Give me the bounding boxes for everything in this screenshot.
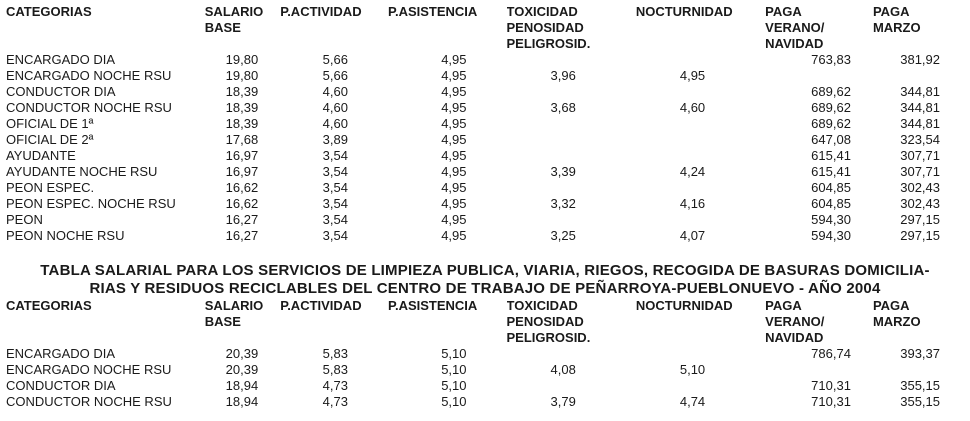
table-row <box>0 212 970 228</box>
cell-paga-verano: 615,41 <box>811 164 851 179</box>
cell-toxicidad: 3,68 <box>550 100 576 115</box>
cell-salario-base: 16,62 <box>225 180 259 195</box>
cell-nocturnidad <box>636 212 765 228</box>
cell-p-actividad: 3,54 <box>322 180 348 195</box>
header-line: NOCTURNIDAD <box>635 298 733 313</box>
header-line: BASE <box>204 314 241 329</box>
cell-p-actividad: 3,54 <box>322 228 348 243</box>
table-row <box>0 164 970 180</box>
cell-p-asistencia: 4,95 <box>441 148 467 163</box>
cell-toxicidad: 3,32 <box>550 196 576 211</box>
cell-toxicidad <box>507 148 636 164</box>
cell-p-actividad: 5,83 <box>322 346 348 361</box>
cell-nocturnidad <box>636 346 765 362</box>
cell-paga-verano: 647,08 <box>811 132 851 147</box>
cell-nocturnidad <box>636 132 765 148</box>
header-toxicidad <box>507 4 636 52</box>
cell-paga-verano: 594,30 <box>811 228 851 243</box>
header-line: MARZO <box>872 314 921 329</box>
cell-p-asistencia: 4,95 <box>441 164 467 179</box>
cell-paga-verano: 689,62 <box>811 100 851 115</box>
table-row <box>0 132 970 148</box>
header-line: VERANO/ <box>765 20 825 35</box>
cell-paga-verano: 594,30 <box>811 212 851 227</box>
cell-paga-marzo: 302,43 <box>900 196 940 211</box>
cell-categoria: CONDUCTOR NOCHE RSU <box>6 394 172 409</box>
cell-nocturnidad <box>636 84 765 100</box>
cell-categoria: AYUDANTE NOCHE RSU <box>6 164 158 179</box>
cell-paga-marzo <box>873 68 970 84</box>
header-categorias <box>0 298 205 346</box>
cell-paga-marzo: 355,15 <box>900 378 940 393</box>
cell-salario-base: 16,97 <box>225 148 259 163</box>
table-row <box>0 196 970 212</box>
header-line: P.ACTIVIDAD <box>280 4 362 19</box>
header-line: PAGA <box>872 4 910 19</box>
header-p-actividad <box>280 4 388 52</box>
cell-categoria: PEON ESPEC. <box>6 180 95 195</box>
cell-nocturnidad: 4,60 <box>679 100 706 115</box>
cell-categoria: PEON <box>6 212 43 227</box>
cell-salario-base: 16,62 <box>225 196 259 211</box>
header-line: P.ASISTENCIA <box>387 298 478 313</box>
cell-toxicidad <box>507 180 636 196</box>
cell-p-asistencia: 4,95 <box>441 100 467 115</box>
cell-toxicidad <box>507 378 636 394</box>
cell-p-actividad: 5,83 <box>322 362 348 377</box>
cell-p-actividad: 5,66 <box>322 68 348 83</box>
cell-p-actividad: 5,66 <box>322 52 348 67</box>
cell-salario-base: 16,27 <box>225 212 259 227</box>
cell-p-asistencia: 4,95 <box>441 196 467 211</box>
table-row <box>0 148 970 164</box>
cell-p-actividad: 3,89 <box>322 132 348 147</box>
cell-paga-verano: 786,74 <box>811 346 851 361</box>
cell-toxicidad: 3,96 <box>550 68 576 83</box>
cell-categoria: ENCARGADO DIA <box>6 52 116 67</box>
cell-salario-base: 16,27 <box>225 228 259 243</box>
header-line: PAGA <box>872 298 910 313</box>
header-paga-marzo <box>873 4 970 52</box>
cell-paga-marzo: 297,15 <box>900 228 940 243</box>
cell-paga-marzo: 393,37 <box>900 346 940 361</box>
cell-toxicidad <box>507 84 636 100</box>
cell-paga-verano: 710,31 <box>811 378 851 393</box>
cell-paga-marzo: 297,15 <box>900 212 940 227</box>
header-toxicidad <box>507 298 636 346</box>
cell-salario-base: 18,39 <box>225 116 259 131</box>
cell-paga-verano: 604,85 <box>811 196 851 211</box>
cell-nocturnidad <box>636 116 765 132</box>
cell-paga-marzo: 323,54 <box>900 132 940 147</box>
cell-paga-marzo: 302,43 <box>900 180 940 195</box>
cell-toxicidad: 4,08 <box>550 362 576 377</box>
cell-paga-verano <box>765 362 873 378</box>
header-p-asistencia <box>388 298 507 346</box>
cell-nocturnidad: 4,74 <box>679 394 706 409</box>
cell-toxicidad <box>507 132 636 148</box>
cell-p-asistencia: 4,95 <box>441 180 467 195</box>
table-row <box>0 84 970 100</box>
cell-categoria: OFICIAL DE 2ª <box>6 132 94 147</box>
cell-toxicidad: 3,25 <box>550 228 576 243</box>
table-header-row <box>0 298 970 346</box>
cell-paga-verano <box>765 68 873 84</box>
cell-categoria: PEON NOCHE RSU <box>6 228 125 243</box>
cell-paga-marzo <box>873 362 970 378</box>
salary-table-2004 <box>0 298 970 410</box>
table-row <box>0 180 970 196</box>
header-line: PENOSIDAD <box>506 314 584 329</box>
table-title-line-1: TABLA SALARIAL PARA LOS SERVICIOS DE LIMPIEZA PUBLICA, VIARIA, RIEGOS, RECOGIDA DE BASURAS DOMICILIA- <box>40 262 930 279</box>
header-line: NAVIDAD <box>765 330 824 345</box>
header-line: PAGA <box>765 4 802 19</box>
cell-paga-verano: 689,62 <box>811 84 851 99</box>
header-line: NAVIDAD <box>765 36 824 51</box>
cell-salario-base: 20,39 <box>225 346 259 361</box>
header-line: CATEGORIAS <box>6 4 92 19</box>
cell-paga-verano: 763,83 <box>811 52 851 67</box>
cell-salario-base: 18,39 <box>225 84 259 99</box>
cell-p-actividad: 4,60 <box>322 100 348 115</box>
header-salario-base <box>205 4 280 52</box>
cell-p-actividad: 4,60 <box>322 84 348 99</box>
table-row <box>0 116 970 132</box>
cell-toxicidad <box>507 116 636 132</box>
table-row <box>0 378 970 394</box>
cell-paga-marzo: 307,71 <box>900 148 940 163</box>
header-line: SALARIO <box>204 298 264 313</box>
cell-categoria: CONDUCTOR NOCHE RSU <box>6 100 172 115</box>
cell-p-asistencia: 4,95 <box>441 52 467 67</box>
cell-categoria: CONDUCTOR DIA <box>6 84 116 99</box>
cell-categoria: CONDUCTOR DIA <box>6 378 116 393</box>
header-line: PAGA <box>765 298 802 313</box>
cell-salario-base: 16,97 <box>225 164 259 179</box>
cell-p-asistencia: 5,10 <box>441 362 467 377</box>
header-line: SALARIO <box>204 4 264 19</box>
cell-p-actividad: 3,54 <box>322 212 348 227</box>
cell-salario-base: 17,68 <box>225 132 259 147</box>
header-p-asistencia <box>388 4 507 52</box>
cell-categoria: ENCARGADO NOCHE RSU <box>6 362 172 377</box>
header-line: CATEGORIAS <box>6 298 92 313</box>
cell-nocturnidad: 4,24 <box>679 164 706 179</box>
header-categorias <box>0 4 205 52</box>
header-line: PELIGROSID. <box>506 36 591 51</box>
table-row <box>0 228 970 244</box>
cell-salario-base: 18,39 <box>225 100 259 115</box>
cell-p-asistencia: 4,95 <box>441 84 467 99</box>
cell-paga-marzo: 344,81 <box>900 116 940 131</box>
cell-paga-marzo: 381,92 <box>900 52 940 67</box>
cell-salario-base: 20,39 <box>225 362 259 377</box>
header-line: PELIGROSID. <box>506 330 591 345</box>
header-line: P.ASISTENCIA <box>387 4 478 19</box>
cell-toxicidad: 3,39 <box>550 164 576 179</box>
cell-nocturnidad: 5,10 <box>679 362 706 377</box>
cell-categoria: ENCARGADO DIA <box>6 346 116 361</box>
header-paga-verano-navidad <box>765 298 873 346</box>
header-paga-verano-navidad <box>765 4 873 52</box>
header-nocturnidad <box>636 298 765 346</box>
header-p-actividad <box>280 298 388 346</box>
cell-salario-base: 18,94 <box>225 394 259 409</box>
cell-nocturnidad: 4,95 <box>679 68 706 83</box>
cell-paga-verano: 615,41 <box>811 148 851 163</box>
header-line: TOXICIDAD <box>506 298 578 313</box>
cell-p-asistencia: 5,10 <box>441 346 467 361</box>
cell-p-actividad: 4,73 <box>322 394 348 409</box>
cell-paga-verano: 689,62 <box>811 116 851 131</box>
header-line: P.ACTIVIDAD <box>280 298 362 313</box>
cell-p-asistencia: 4,95 <box>441 212 467 227</box>
cell-nocturnidad <box>636 52 765 68</box>
cell-categoria: ENCARGADO NOCHE RSU <box>6 68 172 83</box>
cell-p-asistencia: 5,10 <box>441 378 467 393</box>
header-line: MARZO <box>872 20 921 35</box>
table-header-row <box>0 4 970 52</box>
cell-p-asistencia: 4,95 <box>441 68 467 83</box>
header-nocturnidad <box>636 4 765 52</box>
cell-paga-verano: 710,31 <box>811 394 851 409</box>
table-title-line-2: RIAS Y RESIDUOS RECICLABLES DEL CENTRO DE TRABAJO DE PEÑARROYA-PUEBLONUEVO - AÑO 2004 <box>89 280 881 297</box>
table-row <box>0 394 970 410</box>
cell-nocturnidad <box>636 148 765 164</box>
cell-salario-base: 19,80 <box>225 52 259 67</box>
table-row <box>0 346 970 362</box>
cell-toxicidad: 3,79 <box>550 394 576 409</box>
header-line: VERANO/ <box>765 314 825 329</box>
cell-paga-marzo: 355,15 <box>900 394 940 409</box>
cell-nocturnidad <box>636 180 765 196</box>
cell-toxicidad <box>507 212 636 228</box>
cell-salario-base: 19,80 <box>225 68 259 83</box>
cell-categoria: AYUDANTE <box>6 148 76 163</box>
cell-p-asistencia: 5,10 <box>441 394 467 409</box>
table-row <box>0 100 970 116</box>
cell-p-actividad: 3,54 <box>322 164 348 179</box>
table-row <box>0 362 970 378</box>
cell-salario-base: 18,94 <box>225 378 259 393</box>
cell-paga-marzo: 344,81 <box>900 100 940 115</box>
header-line: TOXICIDAD <box>506 4 578 19</box>
cell-p-actividad: 4,73 <box>322 378 348 393</box>
header-line: BASE <box>204 20 241 35</box>
table-row <box>0 68 970 84</box>
header-line: PENOSIDAD <box>506 20 584 35</box>
cell-paga-marzo: 344,81 <box>900 84 940 99</box>
cell-p-asistencia: 4,95 <box>441 132 467 147</box>
cell-p-actividad: 3,54 <box>322 148 348 163</box>
cell-nocturnidad <box>636 378 765 394</box>
cell-p-actividad: 4,60 <box>322 116 348 131</box>
header-salario-base <box>205 298 280 346</box>
cell-categoria: OFICIAL DE 1ª <box>6 116 94 131</box>
header-paga-marzo <box>873 298 970 346</box>
cell-toxicidad <box>507 52 636 68</box>
cell-p-actividad: 3,54 <box>322 196 348 211</box>
cell-p-asistencia: 4,95 <box>441 228 467 243</box>
cell-toxicidad <box>507 346 636 362</box>
cell-nocturnidad: 4,07 <box>679 228 706 243</box>
cell-paga-verano: 604,85 <box>811 180 851 195</box>
cell-p-asistencia: 4,95 <box>441 116 467 131</box>
cell-nocturnidad: 4,16 <box>679 196 706 211</box>
cell-paga-marzo: 307,71 <box>900 164 940 179</box>
header-line: NOCTURNIDAD <box>635 4 733 19</box>
cell-categoria: PEON ESPEC. NOCHE RSU <box>6 196 176 211</box>
salary-table-top <box>0 4 970 244</box>
table-row <box>0 52 970 68</box>
